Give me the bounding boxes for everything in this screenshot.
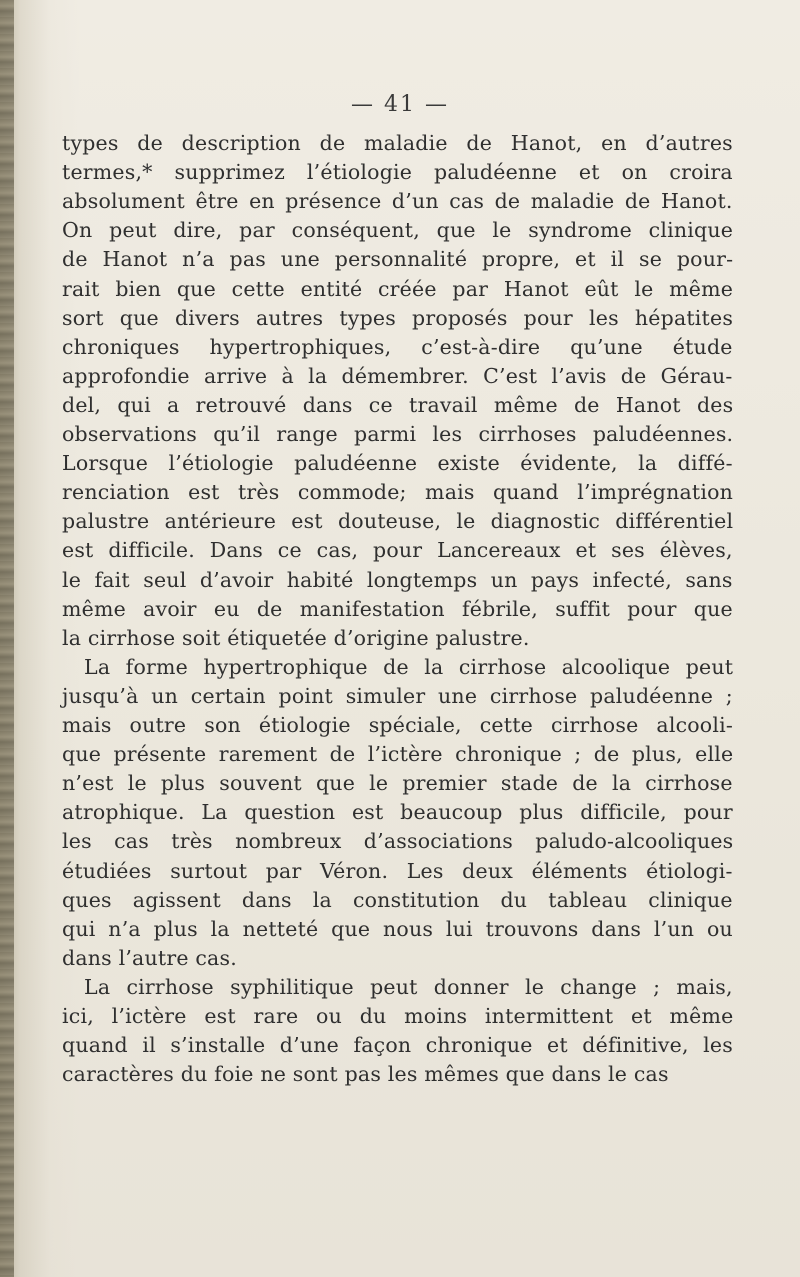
text-line: ques agissent dans la constitution du tableau clinique <box>62 887 733 912</box>
text-line: Lorsque l’étiologie paludéenne existe évidente, la diffé- <box>62 451 733 476</box>
text-line: La forme hypertrophique de la cirrhose alcoolique peut <box>84 654 734 679</box>
text-line: mais outre son étiologie spéciale, cette cirrhose alcooli- <box>62 713 733 737</box>
text-line: termes,* supprimez l’étiologie paludéenne et on croira <box>62 160 733 185</box>
text-line: même avoir eu de manifestation fébrile, suffit pour que <box>62 596 733 621</box>
text-line: est difficile. Dans ce cas, pour Lancereaux et ses élèves, <box>62 538 733 563</box>
text-line: renciation est très commode; mais quand l’imprégnation <box>62 480 734 505</box>
text-line: quand il s’installe d’une façon chronique et définitive, les <box>62 1033 733 1058</box>
text-line: absolument être en présence d’un cas de maladie de Hanot. <box>62 189 733 214</box>
text-line: rait bien que cette entité créée par Hanot eût le même <box>62 276 734 301</box>
text-line: sort que divers autres types proposés pour les hépatites <box>62 305 734 330</box>
text-line: dans l’autre cas. <box>62 945 237 970</box>
text-line: La cirrhose syphilitique peut donner le change ; mais, <box>84 974 733 999</box>
text-line: jusqu’à un certain point simuler une cirrhose paludéenne ; <box>62 683 733 708</box>
page-number: — 41 — <box>351 92 449 117</box>
text-line: que présente rarement de l’ictère chronique ; de plus, elle <box>62 742 734 767</box>
text-line: étudiées surtout par Véron. Les deux éléments étiologi- <box>62 858 733 883</box>
text-line: atrophique. La question est beaucoup plus difficile, pour <box>62 800 733 825</box>
text-line: la cirrhose soit étiquetée d’origine palustre. <box>62 625 530 650</box>
text-line: On peut dire, par conséquent, que le syndrome clinique <box>62 218 734 243</box>
text-line: n’est le plus souvent que le premier stade de la cirrhose <box>62 771 733 796</box>
binding-gutter <box>0 0 14 1277</box>
text-line: caractères du foie ne sont pas les mêmes que dans le cas <box>62 1062 669 1087</box>
text-line: observations qu’il range parmi les cirrhoses paludéennes. <box>62 422 734 446</box>
text-line: approfondie arrive à la démembrer. C’est l’avis de Gérau- <box>62 363 733 388</box>
text-line: ici, l’ictère est rare ou du moins intermittent et même <box>62 1004 734 1028</box>
text-line: le fait seul d’avoir habité longtemps un pays infecté, sans <box>62 567 733 592</box>
text-line: chroniques hypertrophiques, c’est-à-dire qu’une étude <box>62 334 733 359</box>
text-line: les cas très nombreux d’associations paludo-alcooliques <box>62 829 734 854</box>
text-line: qui n’a plus la netteté que nous lui trouvons dans l’un ou <box>62 916 733 941</box>
text-line: de Hanot n’a pas une personnalité propre, et il se pour- <box>62 247 734 272</box>
text-line: types de description de maladie de Hanot, en d’autres <box>62 131 733 155</box>
text-line: del, qui a retrouvé dans ce travail même de Hanot des <box>62 392 734 417</box>
text-line: palustre antérieure est douteuse, le diagnostic différentiel <box>62 509 734 534</box>
